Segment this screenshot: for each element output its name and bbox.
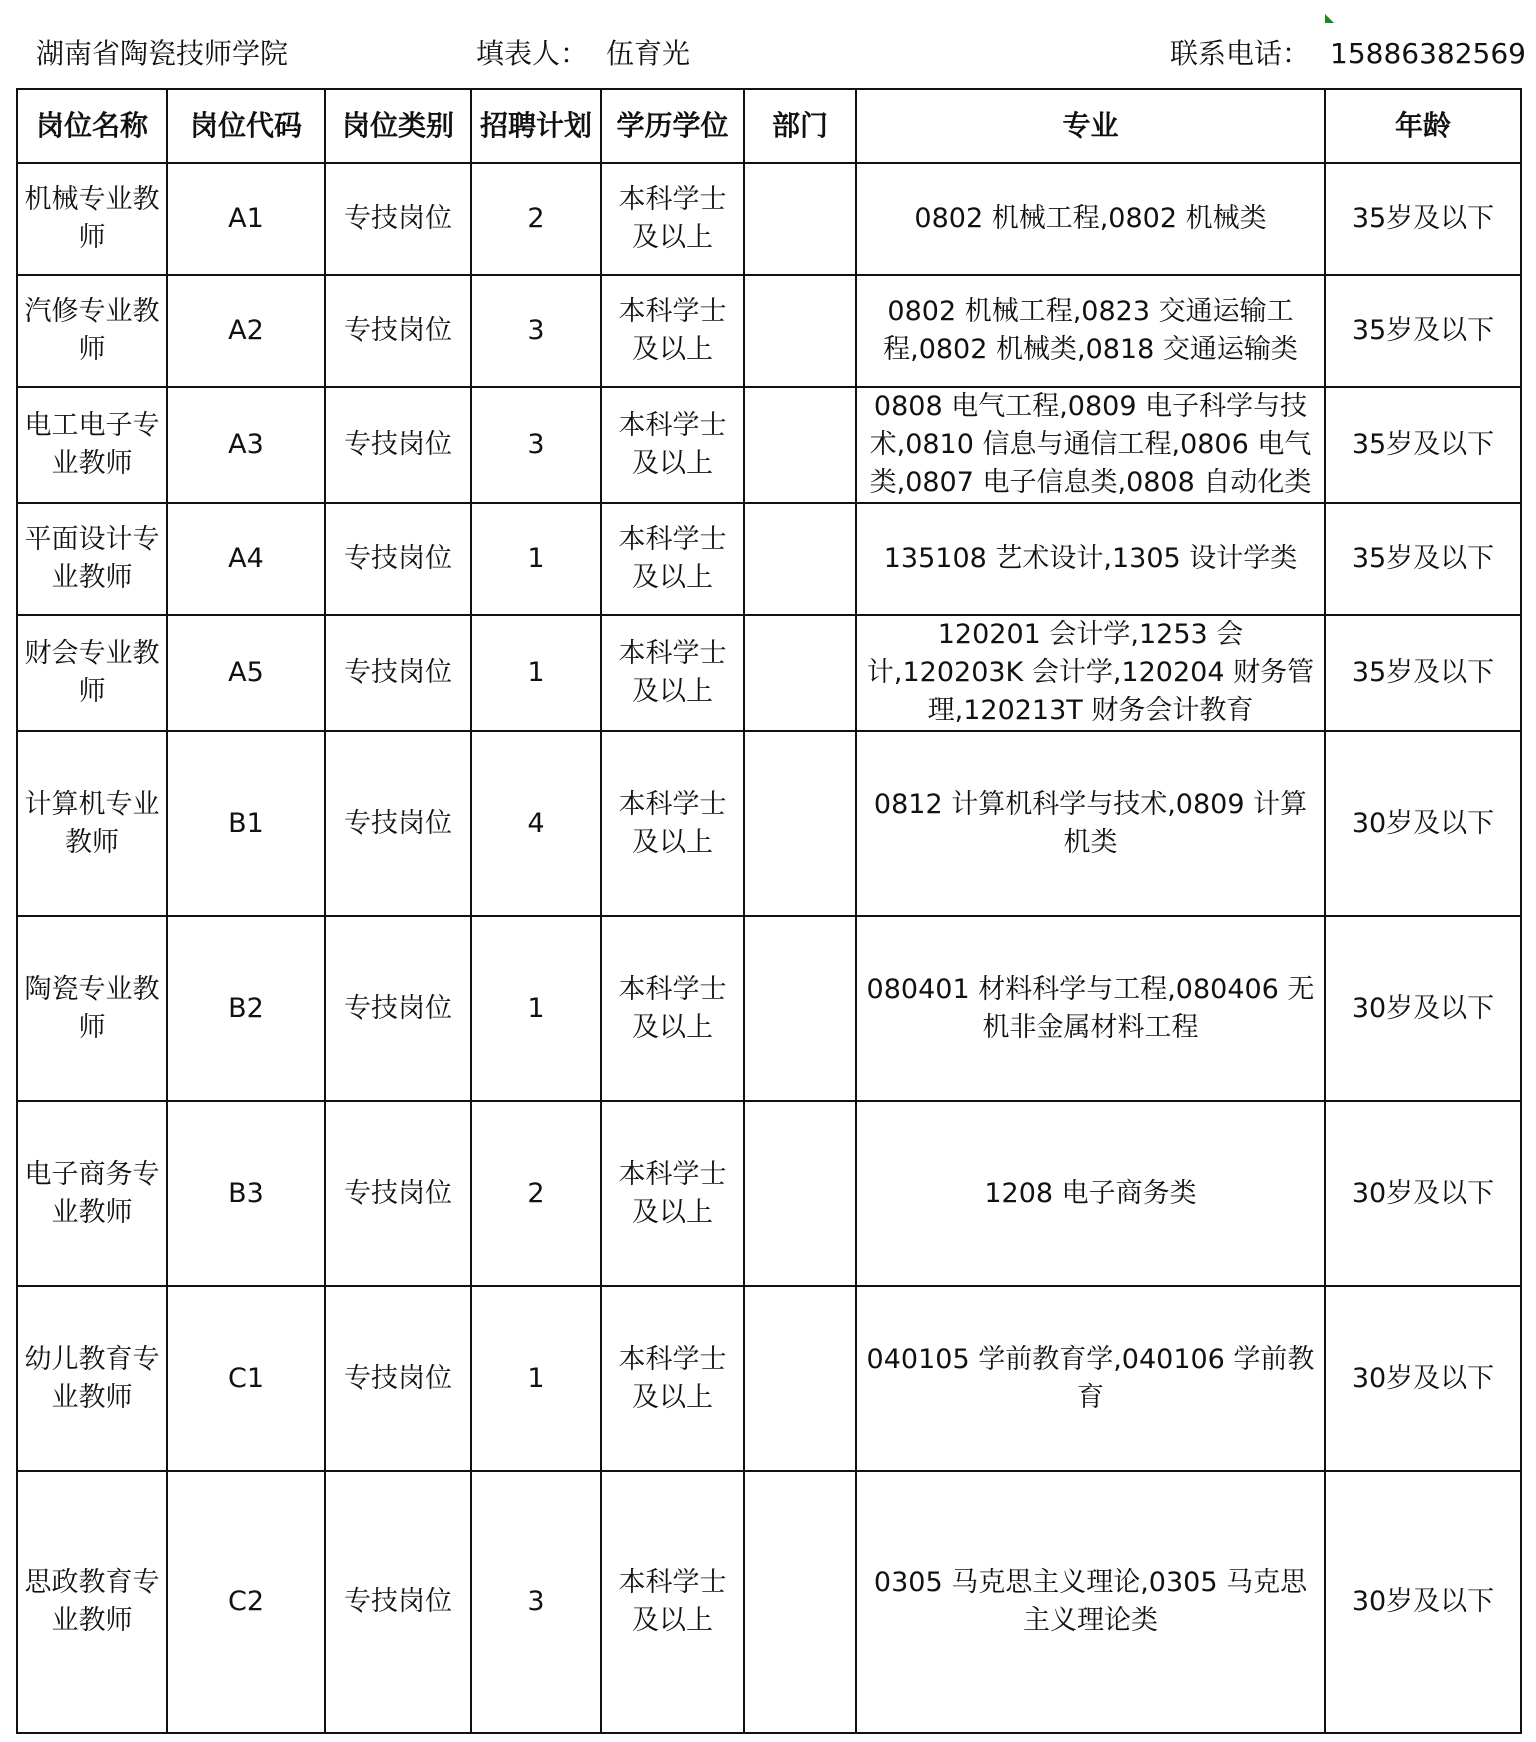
- cell-major: 0305 马克思主义理论,0305 马克思主义理论类: [856, 1471, 1325, 1733]
- cell-education: 本科学士及以上: [601, 615, 744, 731]
- cell-plan: 1: [471, 503, 601, 615]
- cell-major: 080401 材料科学与工程,080406 无机非金属材料工程: [856, 916, 1325, 1101]
- table-row: [17, 1286, 1521, 1471]
- col-header-name: 岗位名称: [17, 89, 167, 163]
- cell-category: 专技岗位: [325, 1101, 471, 1286]
- cell-code: C1: [167, 1286, 325, 1471]
- cell-code: B2: [167, 916, 325, 1101]
- cell-code: A3: [167, 387, 325, 503]
- cell-age: 35岁及以下: [1325, 615, 1521, 731]
- table-row: [17, 503, 1521, 615]
- cell-age: 30岁及以下: [1325, 1286, 1521, 1471]
- cell-dept: [744, 1101, 856, 1286]
- cell-major: 0812 计算机科学与技术,0809 计算机类: [856, 731, 1325, 916]
- cell-plan: 3: [471, 1471, 601, 1733]
- filler-label: 填表人：: [476, 37, 589, 70]
- organization-name: 湖南省陶瓷技师学院: [36, 37, 289, 70]
- cell-major: 0808 电气工程,0809 电子科学与技术,0810 信息与通信工程,0806 电气类,0807 电子信息类,0808 自动化类: [856, 387, 1325, 503]
- cell-name: 电子商务专业教师: [17, 1101, 167, 1286]
- cell-code: A2: [167, 275, 325, 387]
- cell-plan: 2: [471, 1101, 601, 1286]
- cell-category: 专技岗位: [325, 503, 471, 615]
- cell-dept: [744, 387, 856, 503]
- cell-code: A1: [167, 163, 325, 275]
- cell-code: C2: [167, 1471, 325, 1733]
- cell-education: 本科学士及以上: [601, 163, 744, 275]
- cell-major: 135108 艺术设计,1305 设计学类: [856, 503, 1325, 615]
- col-header-dept: 部门: [744, 89, 856, 163]
- cell-category: 专技岗位: [325, 615, 471, 731]
- cell-education: 本科学士及以上: [601, 1286, 744, 1471]
- table-row: [17, 1471, 1521, 1733]
- cell-education: 本科学士及以上: [601, 731, 744, 916]
- cell-name: 电工电子专业教师: [17, 387, 167, 503]
- cell-plan: 1: [471, 615, 601, 731]
- cell-category: 专技岗位: [325, 387, 471, 503]
- filler-name: 伍育光: [606, 37, 691, 70]
- cell-plan: 4: [471, 731, 601, 916]
- form-header: [0, 28, 1536, 80]
- cell-major: 0802 机械工程,0802 机械类: [856, 163, 1325, 275]
- cell-education: 本科学士及以上: [601, 916, 744, 1101]
- cell-dept: [744, 615, 856, 731]
- cell-name: 汽修专业教师: [17, 275, 167, 387]
- cell-education: 本科学士及以上: [601, 1471, 744, 1733]
- cell-code: B3: [167, 1101, 325, 1286]
- table-row: [17, 916, 1521, 1101]
- cell-dept: [744, 163, 856, 275]
- recruitment-table: [16, 88, 1522, 1734]
- cell-plan: 3: [471, 275, 601, 387]
- cell-age: 35岁及以下: [1325, 387, 1521, 503]
- cell-category: 专技岗位: [325, 275, 471, 387]
- cell-category: 专技岗位: [325, 731, 471, 916]
- cell-dept: [744, 275, 856, 387]
- cell-age: 35岁及以下: [1325, 503, 1521, 615]
- cell-dept: [744, 1286, 856, 1471]
- cell-age: 30岁及以下: [1325, 1101, 1521, 1286]
- cell-major: 1208 电子商务类: [856, 1101, 1325, 1286]
- cell-name: 计算机专业教师: [17, 731, 167, 916]
- table-row: [17, 275, 1521, 387]
- cell-category: 专技岗位: [325, 1471, 471, 1733]
- cell-code: A4: [167, 503, 325, 615]
- cell-category: 专技岗位: [325, 163, 471, 275]
- cell-age: 30岁及以下: [1325, 1471, 1521, 1733]
- cell-plan: 2: [471, 163, 601, 275]
- table-row: [17, 731, 1521, 916]
- cell-name: 平面设计专业教师: [17, 503, 167, 615]
- header-row: [17, 89, 1521, 163]
- cell-major: 0802 机械工程,0823 交通运输工程,0802 机械类,0818 交通运输类: [856, 275, 1325, 387]
- cell-age: 30岁及以下: [1325, 731, 1521, 916]
- phone-label: 联系电话：: [1170, 37, 1311, 70]
- cell-major: 040105 学前教育学,040106 学前教育: [856, 1286, 1325, 1471]
- cell-age: 30岁及以下: [1325, 916, 1521, 1101]
- table-row: [17, 615, 1521, 731]
- col-header-major: 专业: [856, 89, 1325, 163]
- col-header-age: 年龄: [1325, 89, 1521, 163]
- cell-name: 机械专业教师: [17, 163, 167, 275]
- cell-plan: 1: [471, 916, 601, 1101]
- cell-code: B1: [167, 731, 325, 916]
- col-header-education: 学历学位: [601, 89, 744, 163]
- cell-education: 本科学士及以上: [601, 275, 744, 387]
- col-header-plan: 招聘计划: [471, 89, 601, 163]
- phone-value: 15886382569: [1330, 37, 1526, 70]
- col-header-category: 岗位类别: [325, 89, 471, 163]
- cell-dept: [744, 916, 856, 1101]
- table-row: [17, 163, 1521, 275]
- table-row: [17, 1101, 1521, 1286]
- cell-age: 35岁及以下: [1325, 275, 1521, 387]
- cell-plan: 3: [471, 387, 601, 503]
- cell-dept: [744, 503, 856, 615]
- table-row: [17, 387, 1521, 503]
- cell-name: 幼儿教育专业教师: [17, 1286, 167, 1471]
- cell-category: 专技岗位: [325, 1286, 471, 1471]
- cell-corner-marker: [1325, 14, 1334, 23]
- cell-code: A5: [167, 615, 325, 731]
- cell-name: 财会专业教师: [17, 615, 167, 731]
- cell-category: 专技岗位: [325, 916, 471, 1101]
- cell-age: 35岁及以下: [1325, 163, 1521, 275]
- cell-name: 陶瓷专业教师: [17, 916, 167, 1101]
- cell-education: 本科学士及以上: [601, 387, 744, 503]
- cell-major: 120201 会计学,1253 会计,120203K 会计学,120204 财务管理,120213T 财务会计教育: [856, 615, 1325, 731]
- cell-name: 思政教育专业教师: [17, 1471, 167, 1733]
- cell-dept: [744, 1471, 856, 1733]
- cell-education: 本科学士及以上: [601, 1101, 744, 1286]
- cell-plan: 1: [471, 1286, 601, 1471]
- cell-education: 本科学士及以上: [601, 503, 744, 615]
- cell-dept: [744, 731, 856, 916]
- col-header-code: 岗位代码: [167, 89, 325, 163]
